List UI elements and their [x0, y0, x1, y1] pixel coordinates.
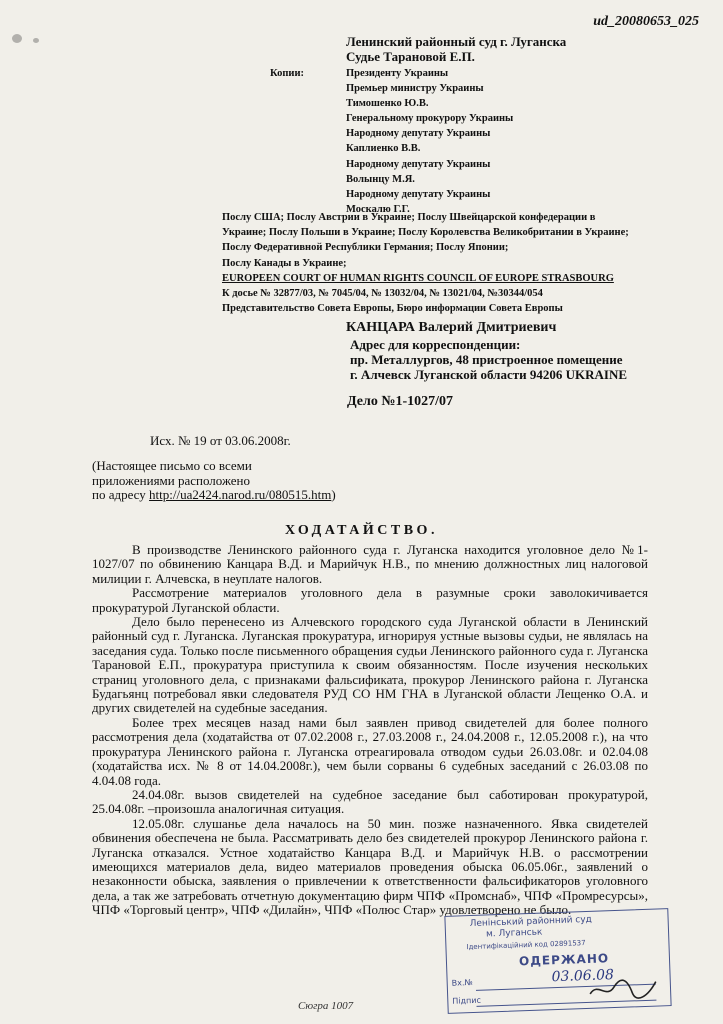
copies-label: Копии:	[270, 68, 304, 79]
council-office-line: Представительство Совета Европы, Бюро информации Совета Европы	[222, 303, 563, 315]
note-line	[92, 488, 336, 503]
stamp-city: м. Луганськ	[485, 927, 543, 940]
court-received-stamp	[444, 908, 671, 1014]
stamp-in-label: Вх.№	[451, 977, 473, 988]
ambassador-line: Украине; Послу Польши в Украине; Послу Королевства Великобритании в Украине;	[222, 227, 629, 239]
copy-recipient: Премьер министру Украины	[346, 83, 484, 95]
copy-recipient: Генеральному прокурору Украины	[346, 113, 514, 125]
note-line: (Настоящее письмо со всеми	[92, 458, 252, 473]
applicant-address	[350, 337, 627, 382]
copy-recipient: Народному депутату Украины	[346, 158, 491, 170]
body-paragraph: В производстве Ленинского районного суда г. Луганска находится уголовное дело №1-1027/07 по обвинению Канцара В.Д. и Марийчук Н.В., по мнению должностных лиц налоговой милиции г. Алчевска, в неуплате налогов.	[92, 542, 648, 586]
case-number: Дело №1-1027/07	[347, 394, 453, 409]
stamp-date: 03.06.08	[551, 967, 615, 986]
outgoing-reference: Исх. № 19 от 03.06.2008г.	[150, 433, 291, 448]
addressee-judge: Судье Тарановой Е.П.	[346, 49, 475, 64]
document-title: ХОДАТАЙСТВО.	[285, 523, 438, 538]
body-paragraph: Дело было перенесено из Алчевского городского суда Луганской области в Ленинский районный суд г. Луганска. Луганская прокуратура, игнорируя устные вызовы судьи, не являлась на заседания суда. Только после письменного обращения судьи Ленинского районного суда г. Луганска Тарановой Е.П., прокуратура приступила к своим обязанностям. После изучения нескольких страниц уголовного дела, с признаками фальсификата, прокурор Ленинского района г. Луганска Будагьянц потребовал явки следователя РУД СО НМ ГНА в Луганской области Лещенко О.А. и других свидетелей на судебные заседания.	[92, 614, 648, 716]
note-prefix: по адресу	[92, 487, 150, 502]
body-paragraph: Более трех месяцев назад нами был заявлен привод свидетелей для более полного рассмотрения дела (ходатайства от 07.02.2008 г., 27.03.2008 г., 24.04.2008 г., 12.05.2008 г.), на что прокуратура Ленинского района г. Луганска отреагировала отводом судьи 26.03.08г. и 02.04.08 (ходатайства исх. № 8 от 14.04.2008г.), чем были сорваны 6 судебных заседаний с 26.03.08 по 4.04.08 года.	[92, 714, 648, 788]
ambassador-line: Послу Канады в Украине;	[222, 257, 347, 269]
scan-blot	[12, 34, 22, 43]
stamp-court-name: Ленінський районний суд	[469, 914, 592, 930]
letter-location-note	[92, 459, 336, 503]
document-id: ud_20080653_025	[593, 14, 699, 29]
body-paragraph: Рассмотрение материалов уголовного дела в разумные сроки заволокичивается прокуратурой Луганской области.	[92, 585, 648, 615]
address-label: Адрес для корреспонденции:	[350, 337, 521, 352]
handwritten-signature-icon	[588, 976, 659, 1002]
ambassador-line: Послу Федеративной Республики Германия; Послу Японии;	[222, 242, 509, 254]
dossier-line: К досье № 32877/03, № 7045/04, № 13032/04, № 13021/04, №30344/054	[222, 288, 543, 300]
copy-recipient: Президенту Украины	[346, 68, 449, 79]
stamp-sign-label: Підпис	[452, 995, 482, 1006]
note-line: приложениями расположено	[92, 472, 251, 488]
letter-url-link[interactable]: http://ua2424.narod.ru/080515.htm	[149, 487, 332, 502]
copy-recipient: Каплиенко В.В.	[346, 143, 421, 155]
handwritten-note: Сюгра 1007	[298, 1000, 354, 1012]
address-line: пр. Металлургов, 48 пристроенное помещение	[350, 352, 623, 367]
copy-recipient: Москалю Г.Г.	[346, 203, 410, 215]
copy-recipient: Волынцу М.Я.	[346, 173, 415, 185]
copy-recipient: Народному депутату Украины	[346, 188, 491, 200]
copies-list	[346, 66, 513, 217]
copy-recipient: Народному депутату Украины	[346, 128, 491, 140]
ambassador-line: Послу США; Послу Австрии в Украине; Послу Швейцарской конфедерации в	[222, 212, 596, 223]
stamp-id-code: Ідентифікаційний код 02891537	[466, 939, 586, 952]
address-line: г. Алчевск Луганской области 94206 UKRAINE	[350, 367, 628, 382]
stamp-received: ОДЕРЖАНО	[518, 951, 610, 969]
addressee-court: Ленинский районный суд г. Луганска	[346, 34, 567, 49]
stamp-rule	[477, 1000, 657, 1007]
body-paragraph: 12.05.08г. слушанье дела началось на 50 мин. позже назначенного. Явка свидетелей обвинения обеспечена не была. Рассматривать дело без свидетелей прокурор Ленинского района г. Луганска отказался. Устное ходатайство Канцара В.Д. и Марийчук Н.В. о рассмотрении имеющихся материалов дела, видео материалов проведения обыска 06.05.06г., заявлений о незаконности обыска, заявления о привлечении к ответственности фальсификаторов уголовного дела, а так же затребовать отчетную документацию фирм ЧПФ «Промснаб», ЧПФ «Промресурсы», ЧПФ «Торговый центр», ЧПФ «Дилайн», ЧПФ «Полюс Стар» удовлетворено не было.	[92, 815, 648, 918]
applicant-name: КАНЦАРА Валерий Дмитриевич	[346, 320, 557, 335]
copy-recipient: Тимошенко Ю.В.	[346, 98, 429, 110]
body-paragraph: 24.04.08г. вызов свидетелей на судебное заседание был саботирован прокуратурой, 25.04.08г. –произошла аналогичная ситуация.	[92, 786, 648, 817]
note-suffix: )	[331, 487, 336, 502]
ambassador-recipients	[222, 210, 629, 316]
echr-line: EUROPEEN COURT OF HUMAN RIGHTS COUNCIL OF EUROPE STRASBOURG	[222, 272, 614, 284]
scan-blot	[33, 38, 39, 43]
petition-body	[92, 543, 648, 918]
